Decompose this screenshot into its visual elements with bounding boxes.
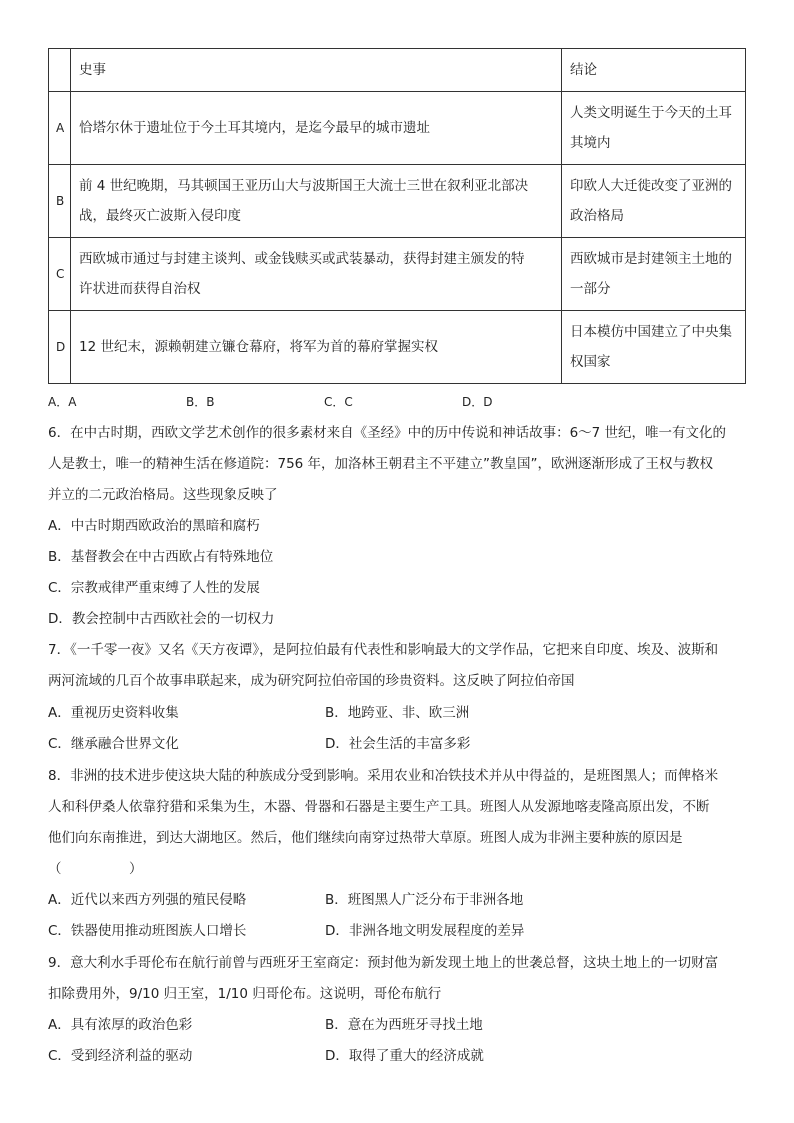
q8-option-d[interactable]: D．非洲各地文明发展程度的差异: [325, 923, 525, 939]
q5-option-d[interactable]: D．D: [462, 395, 493, 409]
row-label: B: [49, 165, 71, 238]
row-conclusion: 西欧城市是封建领主土地的 一部分: [562, 238, 746, 311]
header-event-cell: 史事: [71, 49, 562, 92]
table-row: [49, 238, 746, 311]
q9-stem-line-2: 扣除费用外，9/10 归王室，1/10 归哥伦布。这说明，哥伦布航行: [48, 986, 442, 1002]
q6-option-c[interactable]: C．宗教戒律严重束缚了人性的发展: [48, 580, 260, 596]
q8-stem-line-1: 8．非洲的技术进步使这块大陆的种族成分受到影响。采用农业和冶铁技术并从中得益的，是班图黑人；而俾格米: [48, 768, 719, 784]
q6-option-d[interactable]: D．教会控制中古西欧社会的一切权力: [48, 611, 275, 627]
row-label: D: [49, 311, 71, 384]
row-event: 西欧城市通过与封建主谈判、或金钱赎买或武装暴动，获得封建主颁发的特 许状进而获得自治权: [71, 238, 562, 311]
row-event: 12 世纪末，源赖朝建立镰仓幕府，将军为首的幕府掌握实权: [71, 311, 562, 384]
q8-option-c[interactable]: C．铁器使用推动班图族人口增长: [48, 923, 247, 939]
q9-stem-line-1: 9．意大利水手哥伦布在航行前曾与西班牙王室商定：预封他为新发现土地上的世袭总督，这块土地上的一切财富: [48, 955, 719, 971]
q5-option-c[interactable]: C．C: [324, 395, 353, 409]
table-header-row: [49, 49, 746, 92]
q7-stem-line-1: 7．《一千零一夜》又名《天方夜谭》，是阿拉伯最有代表性和影响最大的文学作品，它把来自印度、埃及、波斯和: [48, 642, 719, 658]
row-label: C: [49, 238, 71, 311]
q8-option-b[interactable]: B．班图黑人广泛分布于非洲各地: [325, 892, 524, 908]
table-row: [49, 165, 746, 238]
q7-stem-line-2: 两河流域的几百个故事串联起来，成为研究阿拉伯帝国的珍贵资料。这反映了阿拉伯帝国: [48, 673, 575, 689]
q9-option-d[interactable]: D．取得了重大的经济成就: [325, 1048, 484, 1064]
q8-stem-line-2: 人和科伊桑人依靠狩猎和采集为生，木器、骨器和石器是主要生产工具。班图人从发源地喀麦隆高原出发，不断: [48, 799, 710, 815]
q6-stem-line-2: 人是教士，唯一的精神生活在修道院：756 年，加洛林王朝君主不平建立”教皇国”，欧洲逐渐形成了王权与教权: [48, 456, 714, 472]
q7-option-c[interactable]: C．继承融合世界文化: [48, 736, 179, 752]
q8-option-a[interactable]: A．近代以来西方列强的殖民侵略: [48, 892, 247, 908]
q7-option-a[interactable]: A．重视历史资料收集: [48, 705, 179, 721]
row-event: 前 4 世纪晚期，马其顿国王亚历山大与波斯国王大流士三世在叙利亚北部决 战，最终灭亡波斯入侵印度: [71, 165, 562, 238]
header-label-cell: [49, 49, 71, 92]
q6-stem-line-3: 并立的二元政治格局。这些现象反映了: [48, 487, 278, 503]
q9-option-a[interactable]: A．具有浓厚的政治色彩: [48, 1017, 193, 1033]
q7-option-d[interactable]: D．社会生活的丰富多彩: [325, 736, 471, 752]
history-table: [48, 48, 746, 384]
q8-stem-line-3: 他们向东南推进，到达大湖地区。然后，他们继续向南穿过热带大草原。班图人成为非洲主要种族的原因是: [48, 830, 683, 846]
q7-option-b[interactable]: B．地跨亚、非、欧三洲: [325, 705, 470, 721]
table-row: [49, 311, 746, 384]
q9-option-b[interactable]: B．意在为西班牙寻找土地: [325, 1017, 483, 1033]
table-row: [49, 92, 746, 165]
row-conclusion: 人类文明诞生于今天的土耳 其境内: [562, 92, 746, 165]
q5-option-b[interactable]: B．B: [186, 395, 215, 409]
row-label: A: [49, 92, 71, 165]
q8-answer-blank: （ ）: [48, 861, 143, 877]
q5-option-a[interactable]: A．A: [48, 395, 77, 409]
q6-option-a[interactable]: A．中古时期西欧政治的黑暗和腐朽: [48, 518, 260, 534]
row-conclusion: 印欧人大迁徙改变了亚洲的 政治格局: [562, 165, 746, 238]
q6-stem-line-1: 6．在中古时期，西欧文学艺术创作的很多素材来自《圣经》中的历中传说和神话故事：6～7 世纪，唯一有文化的: [48, 425, 727, 441]
q9-option-c[interactable]: C．受到经济利益的驱动: [48, 1048, 193, 1064]
q6-option-b[interactable]: B．基督教会在中古西欧占有特殊地位: [48, 549, 274, 565]
header-conclusion-cell: 结论: [562, 49, 746, 92]
row-event: 恰塔尔休于遗址位于今土耳其境内，是迄今最早的城市遗址: [71, 92, 562, 165]
row-conclusion: 日本模仿中国建立了中央集 权国家: [562, 311, 746, 384]
